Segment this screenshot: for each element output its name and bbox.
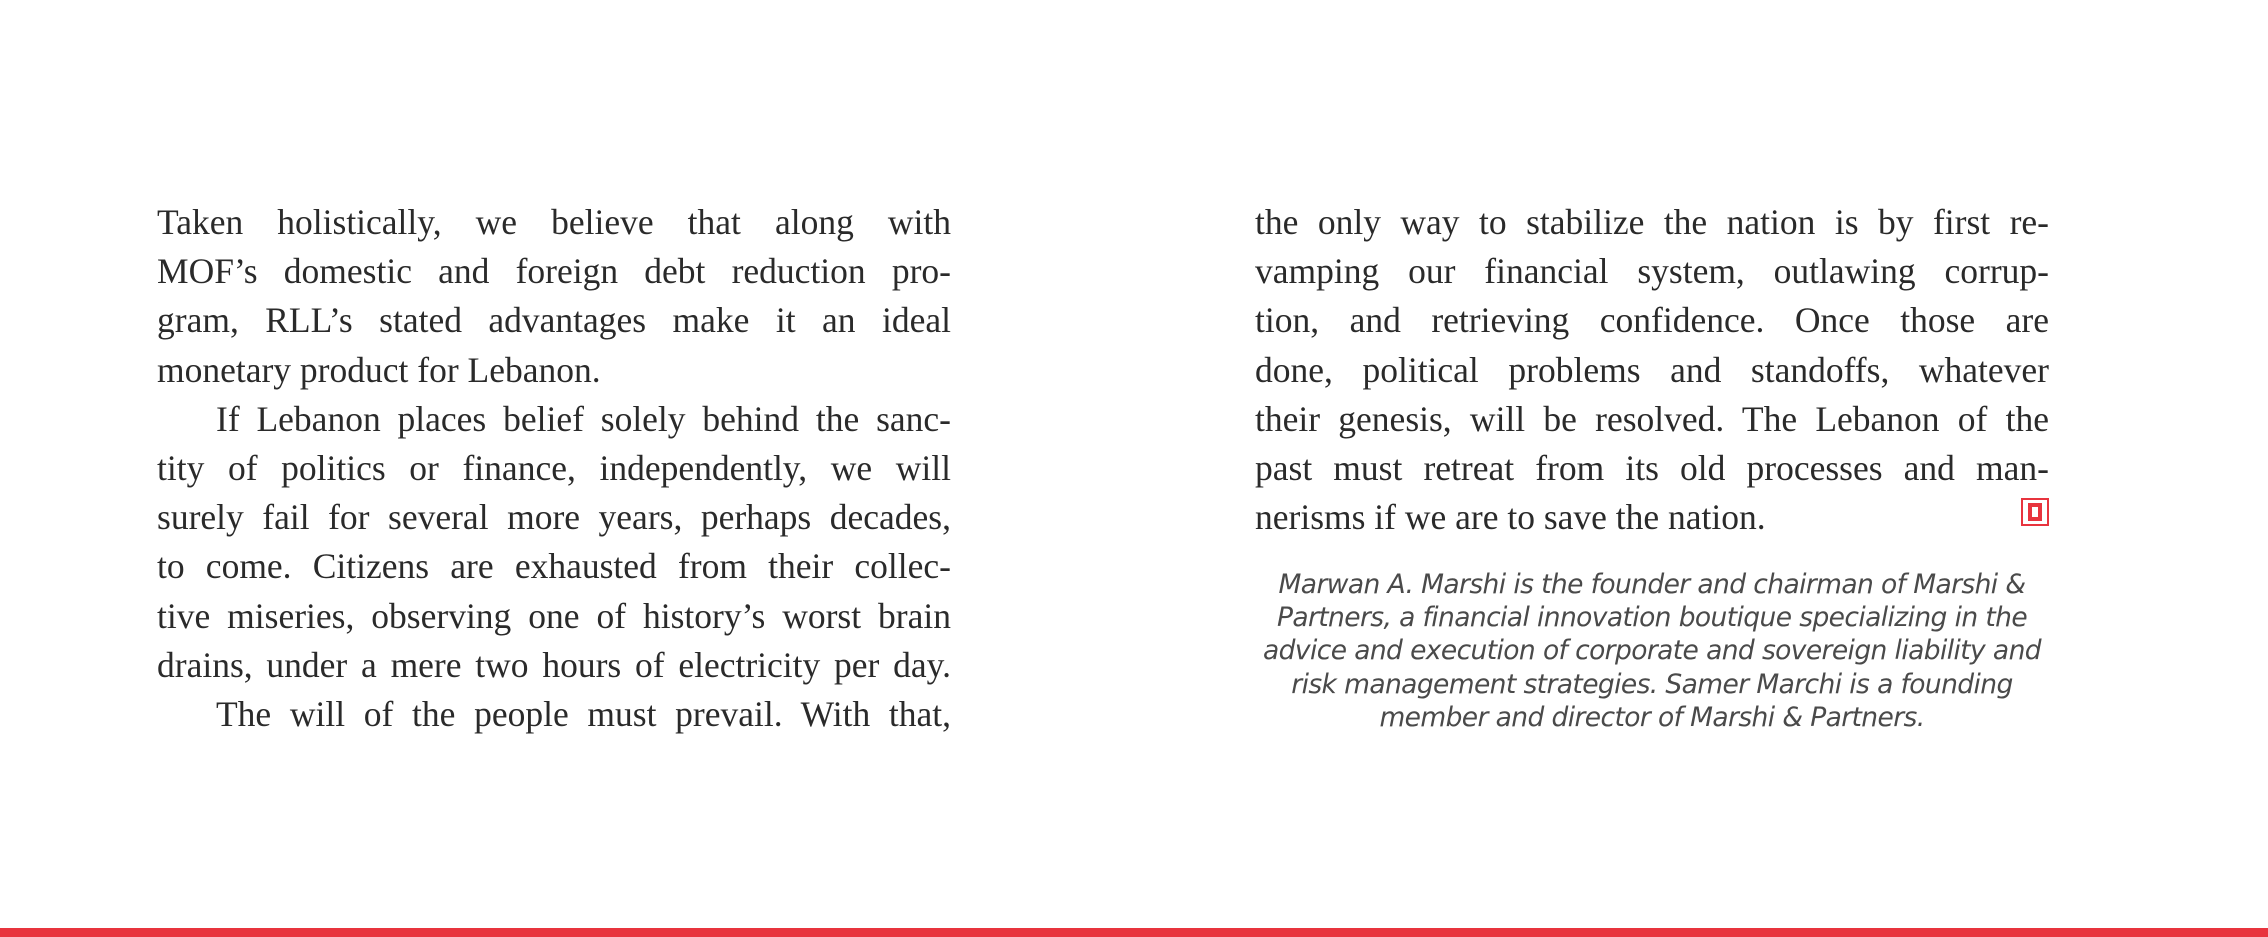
bio-line: advice and execution of corporate and sovereign liability and xyxy=(1263,635,2041,667)
text-line: If Lebanon places belief solely behind the sanc- xyxy=(216,398,951,439)
text-line: The will of the people must prevail. With that, xyxy=(216,694,951,735)
author-bio xyxy=(1255,568,2049,734)
text-line: MOF’s domestic and foreign debt reduction pro- xyxy=(157,251,951,292)
paragraph-1 xyxy=(157,198,951,395)
text-line: tity of politics or finance, independently, we will xyxy=(157,448,951,489)
text-line: past must retreat from its old processes and man- xyxy=(1255,448,2049,489)
article-column-left xyxy=(157,198,951,739)
text-line: to come. Citizens are exhausted from their collec- xyxy=(157,546,951,587)
text-line: drains, under a mere two hours of electricity per day. xyxy=(157,644,951,685)
text-line: Taken holistically, we believe that along with xyxy=(157,202,951,242)
bottom-accent-bar xyxy=(0,928,2268,937)
paragraph-2 xyxy=(157,395,951,690)
bio-line: Marwan A. Marshi is the founder and chairman of Marshi & xyxy=(1278,569,2026,600)
text-line: nerisms if we are to save the nation. xyxy=(1255,497,1766,538)
text-line: gram, RLL’s stated advantages make it an ideal xyxy=(157,300,951,341)
bio-line: Partners, a financial innovation boutique specializing in the xyxy=(1276,602,2028,634)
text-line: vamping our financial system, outlawing corrup- xyxy=(1255,251,2049,292)
text-line: tive miseries, observing one of history’s worst brain xyxy=(157,595,951,636)
end-of-article-mark-icon xyxy=(2021,498,2049,526)
text-line: done, political problems and standoffs, whatever xyxy=(1255,349,2049,390)
paragraph-3 xyxy=(157,690,951,739)
text-line: monetary product for Lebanon. xyxy=(157,349,601,390)
bio-line: risk management strategies. Samer Marchi is a founding xyxy=(1291,668,2013,700)
paragraph-3-continued xyxy=(1255,198,2049,542)
text-line: tion, and retrieving confidence. Once those are xyxy=(1255,300,2049,341)
text-line: their genesis, will be resolved. The Lebanon of the xyxy=(1255,398,2049,439)
article-column-right xyxy=(1255,198,2049,542)
text-line: surely fail for several more years, perhaps decades, xyxy=(157,497,951,538)
text-line: the only way to stabilize the nation is by first re- xyxy=(1255,202,2049,242)
bio-line: member and director of Marshi & Partners. xyxy=(1379,701,1925,733)
